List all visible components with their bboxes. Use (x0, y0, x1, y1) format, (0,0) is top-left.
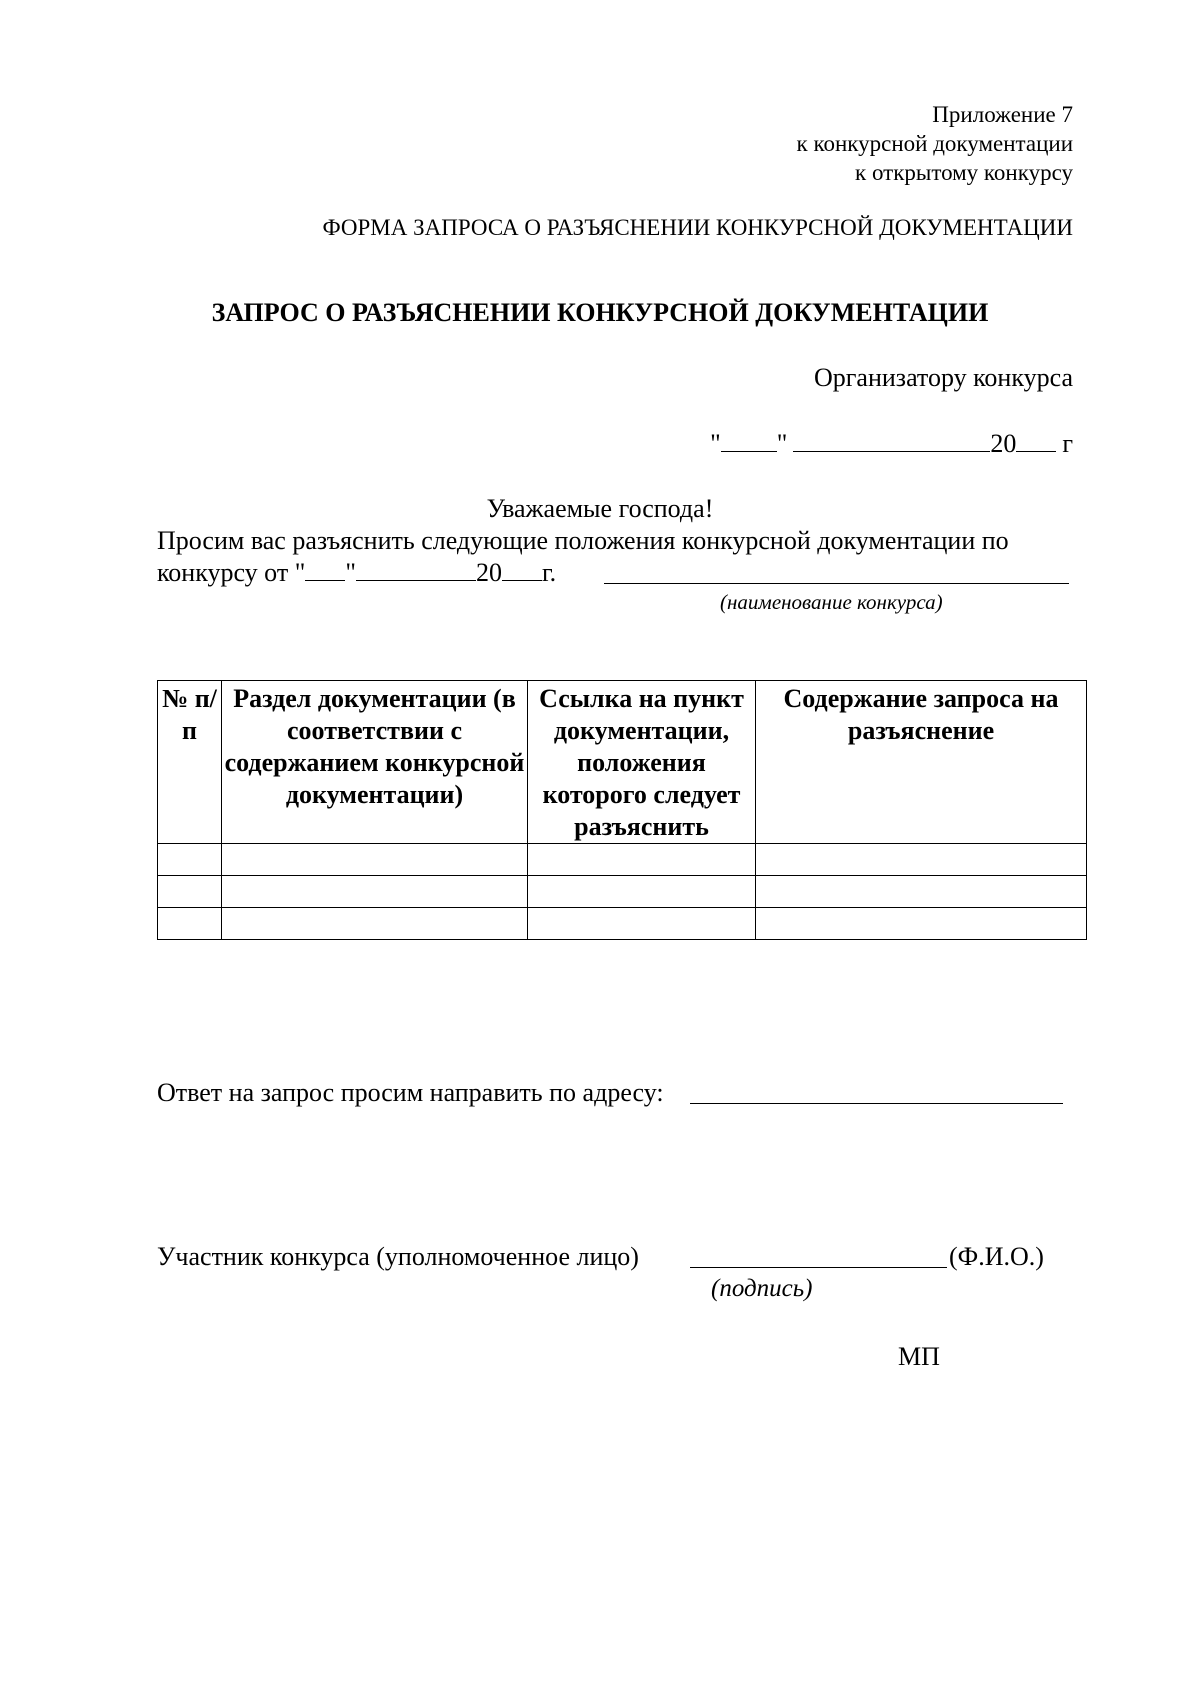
table-cell[interactable] (158, 908, 222, 940)
appendix-line-2: к конкурсной документации (796, 131, 1073, 156)
year-prefix: 20 (990, 429, 1017, 458)
table-cell[interactable] (756, 876, 1087, 908)
appendix-line-3: к открытому конкурсу (855, 160, 1073, 185)
contest-day-blank (305, 558, 345, 581)
contest-name-blank (604, 583, 1069, 584)
request-quote-close: " (345, 558, 356, 587)
table-cell[interactable] (528, 908, 756, 940)
month-blank (793, 429, 990, 452)
table-cell[interactable] (756, 908, 1087, 940)
table-row (158, 908, 1087, 940)
table-cell[interactable] (222, 908, 528, 940)
contest-year-blank (502, 558, 542, 581)
stamp-placeholder: МП (898, 1342, 940, 1371)
appendix-line-1: Приложение 7 (932, 102, 1073, 127)
date-quote-close: " (776, 429, 788, 458)
table-row (158, 876, 1087, 908)
year-suffix: г (1062, 429, 1073, 458)
contest-name-caption: (наименование конкурса) (720, 590, 943, 614)
table-cell[interactable] (528, 876, 756, 908)
table-cell[interactable] (528, 844, 756, 876)
answer-address-blank[interactable] (690, 1103, 1063, 1104)
date-line (710, 428, 1073, 460)
header-request-content: Содержание запроса на разъяснение (756, 681, 1087, 844)
table-cell[interactable] (222, 876, 528, 908)
request-text-line-1: Просим вас разъяснить следующие положения конкурсной документации по (157, 526, 1009, 555)
header-reference: Ссылка на пункт документации, положения которого следует разъяснить (528, 681, 756, 844)
table-cell[interactable] (222, 844, 528, 876)
request-prefix: конкурсу от " (157, 558, 306, 587)
appendix-reference (797, 100, 1073, 187)
main-title: ЗАПРОС О РАЗЪЯСНЕНИИ КОНКУРСНОЙ ДОКУМЕНТАЦИИ (211, 298, 989, 327)
table-header-row (158, 681, 1087, 844)
date-quote-open: " (710, 429, 721, 458)
answer-address-label: Ответ на запрос просим направить по адресу: (157, 1078, 664, 1107)
request-text-line-2 (157, 557, 556, 589)
form-title: ФОРМА ЗАПРОСА О РАЗЪЯСНЕНИИ КОНКУРСНОЙ ДОКУМЕНТАЦИИ (322, 215, 1073, 240)
day-blank (721, 429, 777, 452)
contest-month-blank (356, 558, 476, 581)
table-cell[interactable] (756, 844, 1087, 876)
header-section: Раздел документации (в соответствии с содержанием конкурсной документации) (222, 681, 528, 844)
participant-label: Участник конкурса (уполномоченное лицо) (157, 1242, 639, 1271)
signature-caption: (подпись) (711, 1275, 813, 1302)
request-year-prefix: 20 (475, 558, 502, 587)
signature-blank[interactable] (690, 1267, 947, 1268)
greeting: Уважаемые господа! (486, 494, 714, 523)
fio-label: (Ф.И.О.) (949, 1242, 1044, 1271)
header-number: № п/п (158, 681, 222, 844)
year-blank (1016, 429, 1056, 452)
table-cell[interactable] (158, 844, 222, 876)
request-table (157, 680, 1087, 940)
request-year-g: г. (541, 558, 557, 587)
addressee: Организатору конкурса (813, 363, 1073, 392)
table-cell[interactable] (158, 876, 222, 908)
table-row (158, 844, 1087, 876)
